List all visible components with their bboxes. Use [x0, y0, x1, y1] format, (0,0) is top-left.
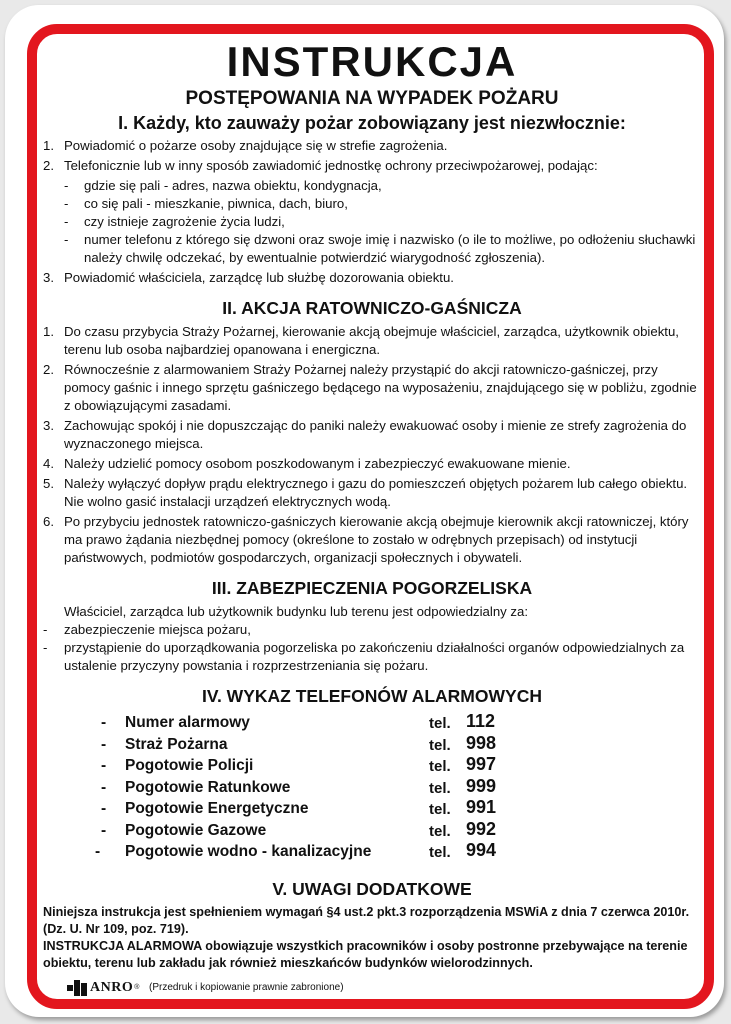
tel-label: tel. — [429, 779, 451, 797]
item-number: 6. — [43, 514, 54, 529]
dash-marker: - — [101, 757, 107, 774]
phone-number: 999 — [466, 775, 497, 796]
phone-number: 997 — [466, 754, 497, 774]
sign-content — [43, 37, 701, 998]
phone-name: Pogotowie Ratunkowe — [125, 778, 291, 796]
dash-marker: - — [43, 622, 48, 637]
item-text: przystąpienie do uporządkowania pogorzeliska po zakończeniu działalności organów odpowiedzialnych za ustalenie przyczyny powstania i rozprzestrzeniania się pożaru. — [64, 640, 685, 673]
item-text: Należy wyłączyć dopływ prądu elektrycznego i gazu do pomieszczeń objętych pożarem lub całego obiektu. Nie wolno gasić instalacji urządzeń elektrycznych wodą. — [64, 476, 688, 509]
item-text: Telefonicznie lub w inny sposób zawiadomić jednostkę ochrony przeciwpożarowej, podając: — [64, 158, 598, 173]
item-text: Równocześnie z alarmowaniem Straży Pożarnej należy przystąpić do akcji ratowniczo-gaśniczej, przy pomocy gaśnic i innego sprzętu gaśniczego będącego na wyposażeniu, znajdującego się w pobliżu, zgodnie z obowiązującymi zasadami. — [64, 362, 697, 413]
dash-marker: - — [101, 821, 107, 839]
section4-heading: IV. WYKAZ TELEFONÓW ALARMOWYCH — [202, 686, 542, 706]
item-text: czy istnieje zagrożenie życia ludzi, — [84, 214, 285, 229]
list-item — [43, 417, 701, 453]
section2-list — [43, 323, 701, 567]
list-item — [64, 195, 701, 213]
dash-marker: - — [101, 800, 107, 817]
notes-paragraph-scope: INSTRUKCJA ALARMOWA obowiązuje wszystkich pracowników i osoby postronne przebywające na terenie obiektu, terenu lub zakładu jak również mieszkańców budynków wielorodzinnych. — [43, 938, 688, 970]
phone-name: Pogotowie Gazowe — [125, 821, 267, 839]
item-text: Zachowując spokój i nie dopuszczając do paniki należy ewakuować osoby i mienie ze strefy zagrożenia do wyznaczonego miejsca. — [64, 418, 687, 451]
phone-row — [43, 754, 701, 776]
phone-number: 994 — [466, 840, 497, 860]
item-text: Po przybyciu jednostek ratowniczo-gaśniczych kierowanie akcją obejmuje kierownik akcji ratowniczej, który ma prawo żądania niezbędnej pomocy (określone to zostało w odrębnych przepisach) od instytucji państwowych, podmiotów gospodarczych, organizacji społecznych i obywateli. — [64, 514, 689, 565]
list-item — [43, 157, 701, 175]
dash-marker: - — [101, 778, 107, 796]
phone-row — [43, 797, 701, 819]
phone-list — [43, 711, 701, 862]
phone-name: Pogotowie Policji — [125, 757, 254, 774]
item-number: 3. — [43, 270, 54, 285]
page-title: INSTRUKCJA — [226, 38, 518, 85]
item-number: 1. — [43, 138, 54, 153]
anro-logo — [67, 980, 139, 996]
dash-marker: - — [64, 178, 69, 193]
notes-paragraph-legal: Niniejsza instrukcja jest spełnieniem wymagań §4 ust.2 pkt.3 rozporządzenia MSWiA z dnia 7 czerwca 2010r. (Dz. U. Nr 109, poz. 719). — [43, 904, 690, 936]
dash-marker: - — [95, 843, 101, 860]
list-item — [43, 639, 701, 675]
list-item — [43, 269, 701, 287]
dash-marker: - — [101, 735, 107, 753]
dash-marker: - — [101, 714, 107, 731]
phone-row — [43, 819, 701, 841]
phone-row — [43, 840, 701, 862]
dash-marker: - — [64, 214, 69, 229]
phone-row — [43, 711, 701, 733]
item-number: 2. — [43, 158, 54, 173]
phone-number: 991 — [466, 797, 497, 817]
dash-marker: - — [64, 232, 69, 247]
phone-name: Straż Pożarna — [125, 735, 228, 753]
footer — [43, 978, 701, 998]
phone-number: 998 — [466, 732, 497, 753]
phone-number: 112 — [466, 711, 496, 731]
tel-label: tel. — [429, 758, 451, 775]
item-text: Należy udzielić pomocy osobom poszkodowanym i zabezpieczyć ewakuowane mienie. — [64, 456, 571, 471]
tel-label: tel. — [429, 822, 451, 840]
section1-heading: I. Każdy, kto zauważy pożar zobowiązany jest niezwłocznie: — [118, 113, 626, 133]
list-item — [43, 455, 701, 473]
item-number: 3. — [43, 418, 54, 433]
item-number: 5. — [43, 476, 54, 491]
list-item — [64, 231, 701, 267]
item-number: 4. — [43, 456, 54, 471]
tel-label: tel. — [429, 801, 451, 818]
section1-sublist — [43, 177, 701, 267]
item-text: co się pali - mieszkanie, piwnica, dach, biuro, — [84, 196, 348, 211]
page-subtitle: POSTĘPOWANIA NA WYPADEK POŻARU — [185, 88, 559, 109]
logo-text: ANRO — [90, 979, 134, 995]
item-text: Powiadomić o pożarze osoby znajdujące się w strefie zagrożenia. — [64, 138, 448, 153]
list-item — [43, 621, 701, 639]
item-text: zabezpieczenie miejsca pożaru, — [64, 622, 251, 637]
item-number: 1. — [43, 324, 54, 339]
fire-instruction-sign — [5, 5, 724, 1017]
phone-row — [43, 733, 701, 755]
phone-name: Pogotowie Energetyczne — [125, 800, 309, 817]
phone-name: Pogotowie wodno - kanalizacyjne — [125, 843, 372, 860]
list-item — [43, 361, 701, 415]
dash-marker: - — [64, 196, 69, 211]
section5-heading: V. UWAGI DODATKOWE — [272, 878, 472, 899]
section1-list-continued — [43, 269, 701, 287]
section2-heading: II. AKCJA RATOWNICZO-GAŚNICZA — [222, 298, 522, 318]
phone-number: 992 — [466, 818, 497, 839]
item-text: gdzie się pali - adres, nazwa obiektu, kondygnacja, — [84, 178, 382, 193]
list-item — [43, 475, 701, 511]
section3-list — [43, 621, 701, 675]
dash-marker: - — [43, 640, 48, 655]
tel-label: tel. — [429, 715, 451, 732]
logo-icon — [67, 980, 87, 996]
tel-label: tel. — [429, 844, 451, 861]
item-text: numer telefonu z którego się dzwoni oraz swoje imię i nazwisko (o ile to możliwe, po odłożeniu słuchawki należy chwilę odczekać, by ewentualnie potwierdzić wiarygodność zgłoszenia). — [84, 232, 696, 265]
item-number: 2. — [43, 362, 54, 377]
tel-label: tel. — [429, 736, 451, 754]
section3-intro: Właściciel, zarządca lub użytkownik budynku lub terenu jest odpowiedzialny za: — [64, 604, 528, 619]
section1-list — [43, 137, 701, 175]
list-item — [43, 513, 701, 567]
item-text: Powiadomić właściciela, zarządcę lub służbę dozorowania obiektu. — [64, 270, 454, 285]
list-item — [64, 213, 701, 231]
list-item — [43, 323, 701, 359]
phone-name: Numer alarmowy — [125, 714, 250, 731]
registered-mark: ® — [134, 984, 140, 991]
section3-heading: III. ZABEZPIECZENIA POGORZELISKA — [211, 578, 533, 598]
item-text: Do czasu przybycia Straży Pożarnej, kierowanie akcją obejmuje właściciel, zarządca, użytkownik obiektu, terenu lub osoba najbardziej opanowana i energiczna. — [64, 324, 679, 357]
phone-row — [43, 776, 701, 798]
copyright-notice: (Przedruk i kopiowanie prawnie zabronione) — [149, 981, 344, 993]
list-item — [43, 137, 701, 155]
list-item — [64, 177, 701, 195]
